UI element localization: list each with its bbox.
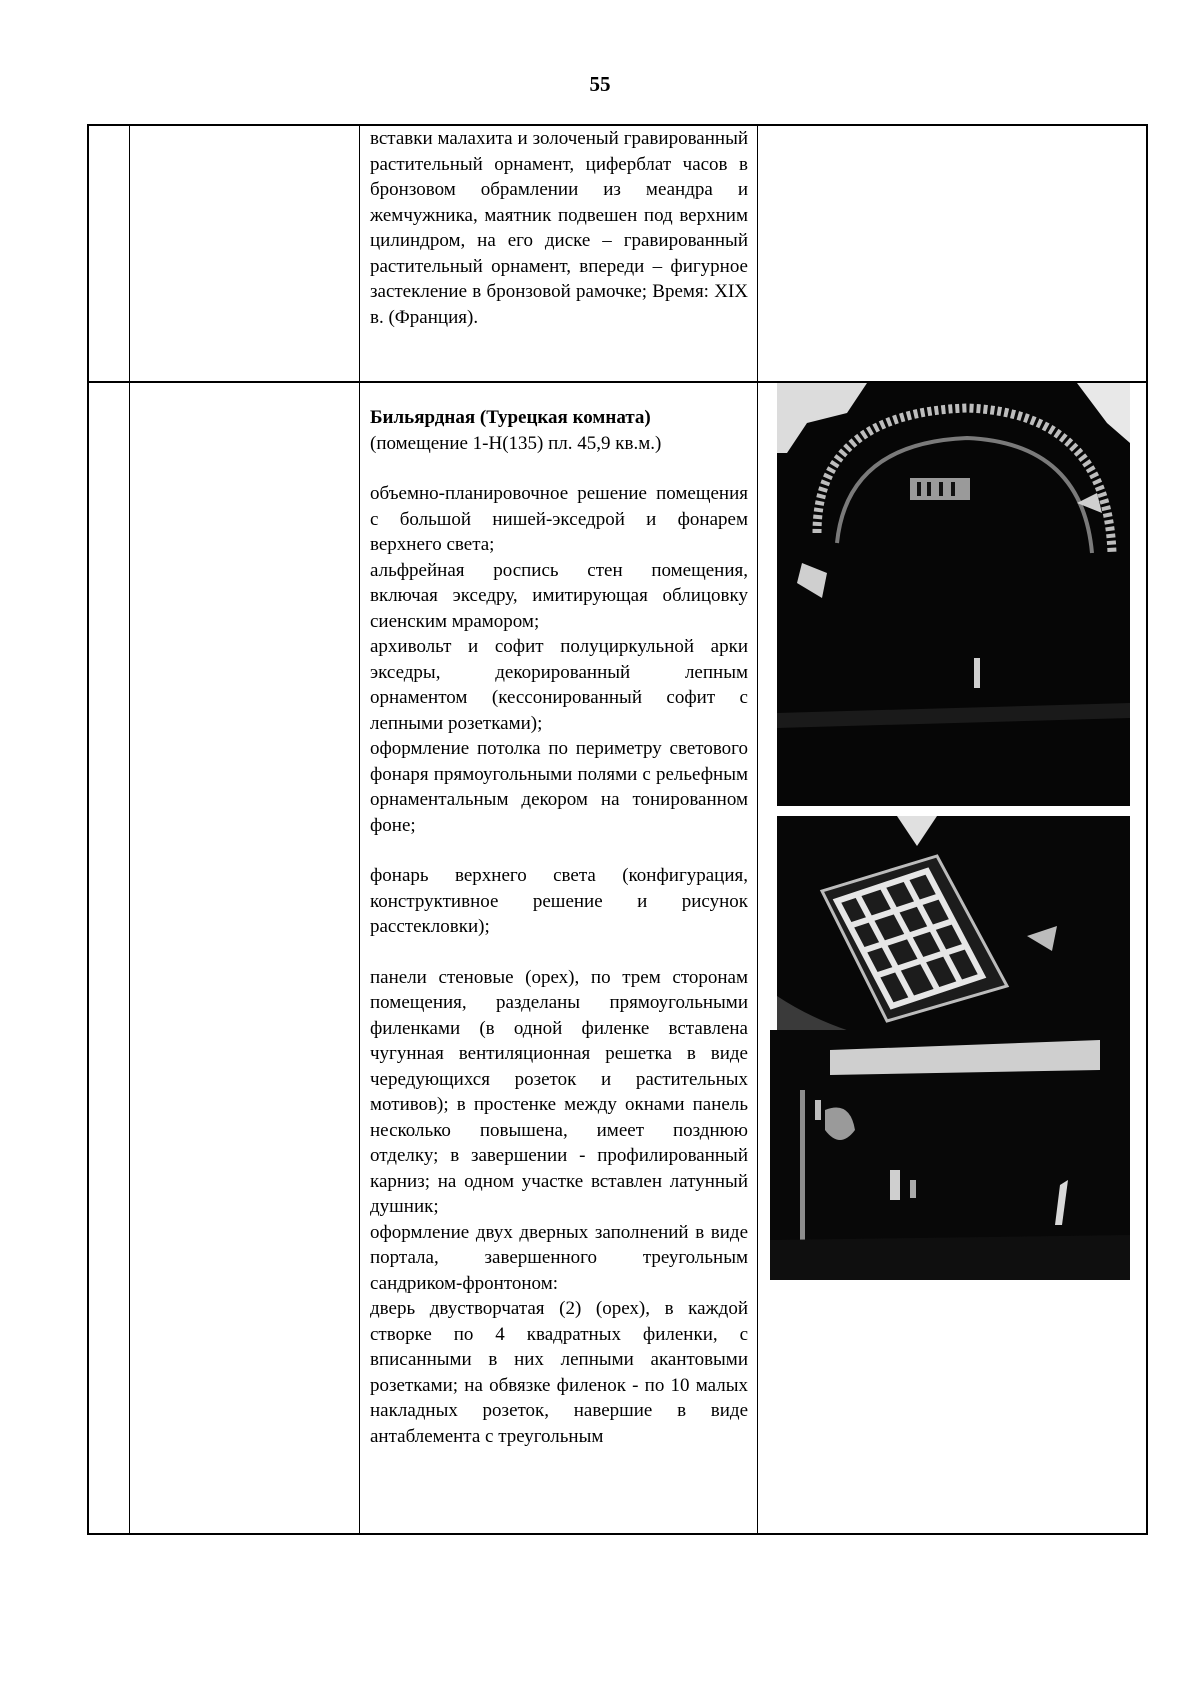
paragraph: архивольт и софит полуциркульной арки экседры, декорированный лепным орнаментом (кессонированный софит с лепными розетками);: [370, 636, 748, 734]
photo-wall-panels: [770, 1030, 1130, 1280]
inventory-table: [87, 124, 1148, 1535]
room-title: Бильярдная (Турецкая комната): [370, 407, 651, 428]
paragraph: дверь двустворчатая (2) (орех), в каждой створке по 4 квадратных филенки, с вписанными в них лепными акантовыми розетками; на обвязке филенок - по 10 малых накладных розеток, навершие в виде антаблемента с треугольным: [370, 1298, 748, 1447]
room-subtitle: (помещение 1-Н(135) пл. 45,9 кв.м.): [370, 432, 662, 454]
paragraph: панели стеновые (орех), по трем сторонам помещения, разделаны прямоугольными филенками (в одной филенке вставлена чугунная вентиляционная решетка в виде чередующихся розеток и растительных мотивов); в простенке между окнами панель несколько повышена, имеет позднюю отделку; в завершении - профилированный карниз; на одном участке вставлен латунный душник;: [370, 966, 748, 1217]
paragraph: альфрейная роспись стен помещения, включая экседру, имитирующая облицовку сиенским мрамором;: [370, 559, 748, 632]
page-number: 55: [589, 72, 611, 96]
row2-description: [370, 405, 748, 1449]
paragraph: оформление двух дверных заполнений в виде портала, завершенного треугольным сандриком-фронтоном:: [370, 1221, 748, 1294]
row1-text: вставки малахита и золоченый гравированный растительный орнамент, циферблат часов в бронзовом обрамлении из меандра и жемчужника, маятник подвешен под верхним цилиндром, на его диске – гравированный растительный орнамент, впереди – фигурное застекление в бронзовой рамочке; Время: XIX в. (Франция).: [370, 128, 748, 328]
paragraph: оформление потолка по периметру светового фонаря прямоугольными полями с рельефным орнаментальным декором на тонированном фоне;: [370, 738, 748, 836]
paragraph: объемно-планировочное решение помещения с большой нишей-экседрой и фонарем верхнего света;: [370, 483, 748, 555]
row1-description: [370, 126, 748, 330]
paragraph: фонарь верхнего света (конфигурация, конструктивное решение и рисунок расстекловки);: [370, 865, 748, 937]
photo-exedra-arch: [777, 383, 1130, 806]
